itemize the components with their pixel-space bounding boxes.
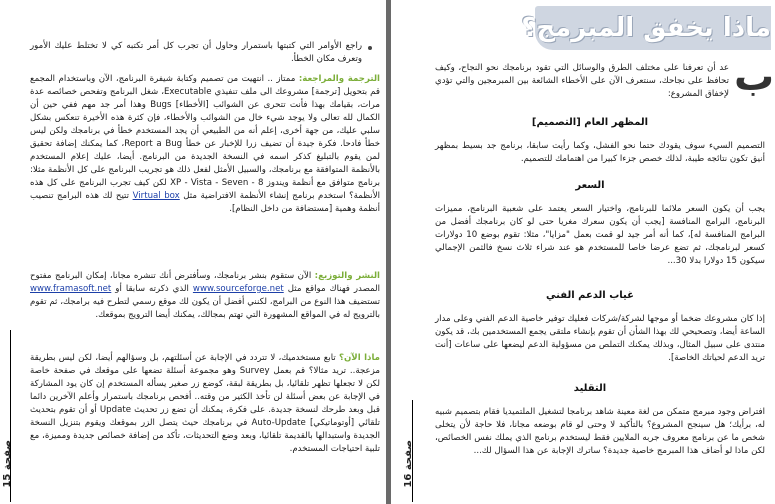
text: ، كما يمكنك إضافة تحقيق لمن يقوم بالتبليغ كذكر اسمه في النسخة الجديدة من البرنامج. أيضا، عليك إعلام المستخدم بالأنظمة المتوافقة مع برنامجك، والسبيل الأمثل لفعل ذلك هو تجريب البرنامج على كل الأنظمة مثلا: برنامج متوافق مع أنظمة ويندوز [30,139,380,188]
text-support: إذا كان مشروعك ضخما أو موجها لشركة/شركات فعليك توفير خاصية الدعم الفني وعلى مدار الساعة أيضا، وتصحيحي لك بهذا الشأن أن تقوم بإنشاء ملتقى يجمع المستخدمين بك، قد يكون منتدى على سبيل المثال، وبذلك يمكنك التملص من مسؤولية الدعم ليضعها على ساعات [أنت تريد الدعم لحياتك الخاصة]. [435,314,765,363]
term-executable: Executable [164,87,212,97]
text: الذي ذكرته سابقا أو [111,284,193,294]
text-price: يجب أن يكون السعر ملائما للبرنامج، واختيار السعر يعتمد على شعبية البرنامج، مميزات البرنامج، البرامج المنافسة [يجب أن يكون سعرك مغريا حتى لو كان برنامجك أفضل من البرامج المنافسة له]، كما أنه أمر جيد لو قمت بعمل "مزايا"، مثلا: تقوم بوضع 10 دولارات كسعر لبرنامجك، ثم تضع عرضا خاصا للمستخدم هو عند شراء ثلاث نسخ فالثمن الإجمالي سيكون 15 دولارا بدلا 30... [435,204,765,266]
text-design: التصميم السيء سوف يقودك حتما نحو الفشل، وكما رأيت سابقا، برنامج جد بسيط بمظهر أنيق تكون نتائجه طيبة، لذلك خصص جزءا كبيرا من اهتمامك للتصميم. [435,141,765,164]
term-auto-update: Auto-Update [251,418,306,428]
label-translation-review: الترجمة والمراجعة: [298,74,381,84]
term-survey: Survey [239,366,270,376]
text: أو أن تقوم بتحديث تلقائي [أوتوماتيكي] [30,405,380,428]
page-number-left: صفحة 15 [2,440,13,488]
section-what-now [30,352,380,456]
heading-design: المظهر العام [التصميم] [531,117,649,128]
intro-text: عد أن تعرفنا على مختلف الطرق والوسائل التي تقود برنامجك نحو النجاح، وكيف تحافظ على نجاحك، سنتعرف الآن على الأخطاء الشائعة بين المبرمجين والتي تؤدي لإخفاق المشروع: [435,63,729,99]
text: لكن كيف تجرب البرنامج على كل هذه الأنظمة؟ استخدم برنامج إنشاء الأنظمة الافتراضية مثل [30,178,380,201]
term-update: Update [99,405,132,415]
heading-support: غياب الدعم الفني [546,290,634,301]
text: تستضيف هذا النوع من البرامج، لكنني أفضل أن يكون لك موقع رسمي لتطرح فيه برامجك، ثم تقوم بالترويج له في المواقع المشهورة التي تهتم بمجالك، يمكنك أيضا الترويج بموقعك. [30,297,380,320]
text-imitation: افتراض وجود مبرمج متمكن من لغة معينة شاهد برنامجا لتشغيل الملتميديا فقام بتصميم شبيه له، برأيك؛ هل سينجح المشروع؟ بالتأكيد لا وحتى لو قام بوضعه مجانا، فلا حاجة لأن يتخلى شخص ما عن برنامج معروف جربه الملايين فقط ليستخدم برنامج الذي يملك نفس الخصائص، لكن ماذا لو أضاف هذا المبرمج خاصية جديدة؟ ساترك الإجابة عن هذا السؤال لك... [435,407,765,456]
link-virtual-box[interactable]: Virtual box [132,191,180,201]
link-sourceforge[interactable]: www.sourceforge.net [192,284,284,294]
bullet-text: راجع الأوامر التي كتبتها باستمرار وحاول أن تجرب كل أمر تكتبه كي لا تختلط عليك الأمور وتعرف مكان الخطأ. [30,41,362,64]
section-translation-review [30,73,380,216]
term-os-list: XP - Vista - Seven - 8 [170,178,264,188]
term-bugs: Bugs [150,100,172,110]
chapter-title: ماذا يخفق المبرمج؟ [521,13,771,43]
text: تابع مستخدميك، لا تتردد في الإجابة عن أسئلتهم، بل وسؤالهم أيضا، لكن ليس بطريقة مزعجة.. تريد مثالا؟ قم بعمل [30,353,380,376]
heading-price: السعر [575,180,605,191]
section-publishing [30,270,380,322]
drop-cap: ب [734,54,775,100]
text: وهذا أمر جد مهم ففي حين أن الكمال لله تعالى ولا يوجد شيء خال من الشوائب والأخطاء، فإن كثرة هذه الأخيرة تنعكس بشكل سلبي عليك، من جهة أخرى، إعلم أنه من الطبيعي أن يجد المستخدم خطأ في برنامجك ولكن ليس خطأ فادحا. فكرة جيدة أن تضيف زرا للإخبار عن خطأ [30,100,381,149]
bullet-dot [368,46,372,50]
left-page [0,0,386,504]
text: ، شغل البرنامج وتفحص خصائصه عدة مرات، بقيامك بهذا فأنت تتحرى عن الشوائب [الأخطاء] [30,87,380,110]
heading-imitation: التقليد [573,383,607,394]
text: ممتاز .. انتهيت من تصميم وكتابة شيفرة البرنامج، الآن وباستخدام المجمع قم بتحويل [ترجمة] مشروعك الى ملف تنفيذي [30,74,380,97]
term-report-bug: Report a Bug [124,139,183,149]
text: في برنامجك حيث يتصل الزر بموقعك ويقوم بتنزيل النسخة الجديدة واستبدالها بالقديمة تلقائيا، وبعد وضع التحديثات، تأكد من إضافة خصائص جديدة ومميزة، مع تلبية احتياجات المستخدم. [30,418,380,454]
text: وهو مجموعة أسئلة تضعها على موقعك في صفحة خاصة لكن لا تجعلها تظهر تلقائيا، بل بطريقة لبقة، كوضع زر صغير يسأله المستخدم إن كان يود المشاركة في الإجابة عن بعض أسئلة لن تأخذ الكثير من وقته.. أفحص برنامجك باستمرار وأعلم الآخرين دائما قبل وبعد طرحك لنسخة جديدة. على فكرة، يمكنك أن تضع زر تحديث [30,366,380,415]
page-number-right: صفحة 16 [403,440,414,488]
text: الآن ستقوم بنشر برنامجك، وسأفترض أنك تنشره مجانا، إمكان البرنامج مفتوح المصدر فهناك مواقع مثل [30,271,380,294]
label-publishing: النشر والتوزيع: [314,271,381,281]
label-what-now: ماذا الآن؟ [338,353,380,363]
link-framasoft[interactable]: www.framasoft.net [30,284,112,294]
text: تتيح لك هذه البرامج تنصيب أنظمة وهمية [مستضافة من داخل النظام]. [30,191,380,214]
